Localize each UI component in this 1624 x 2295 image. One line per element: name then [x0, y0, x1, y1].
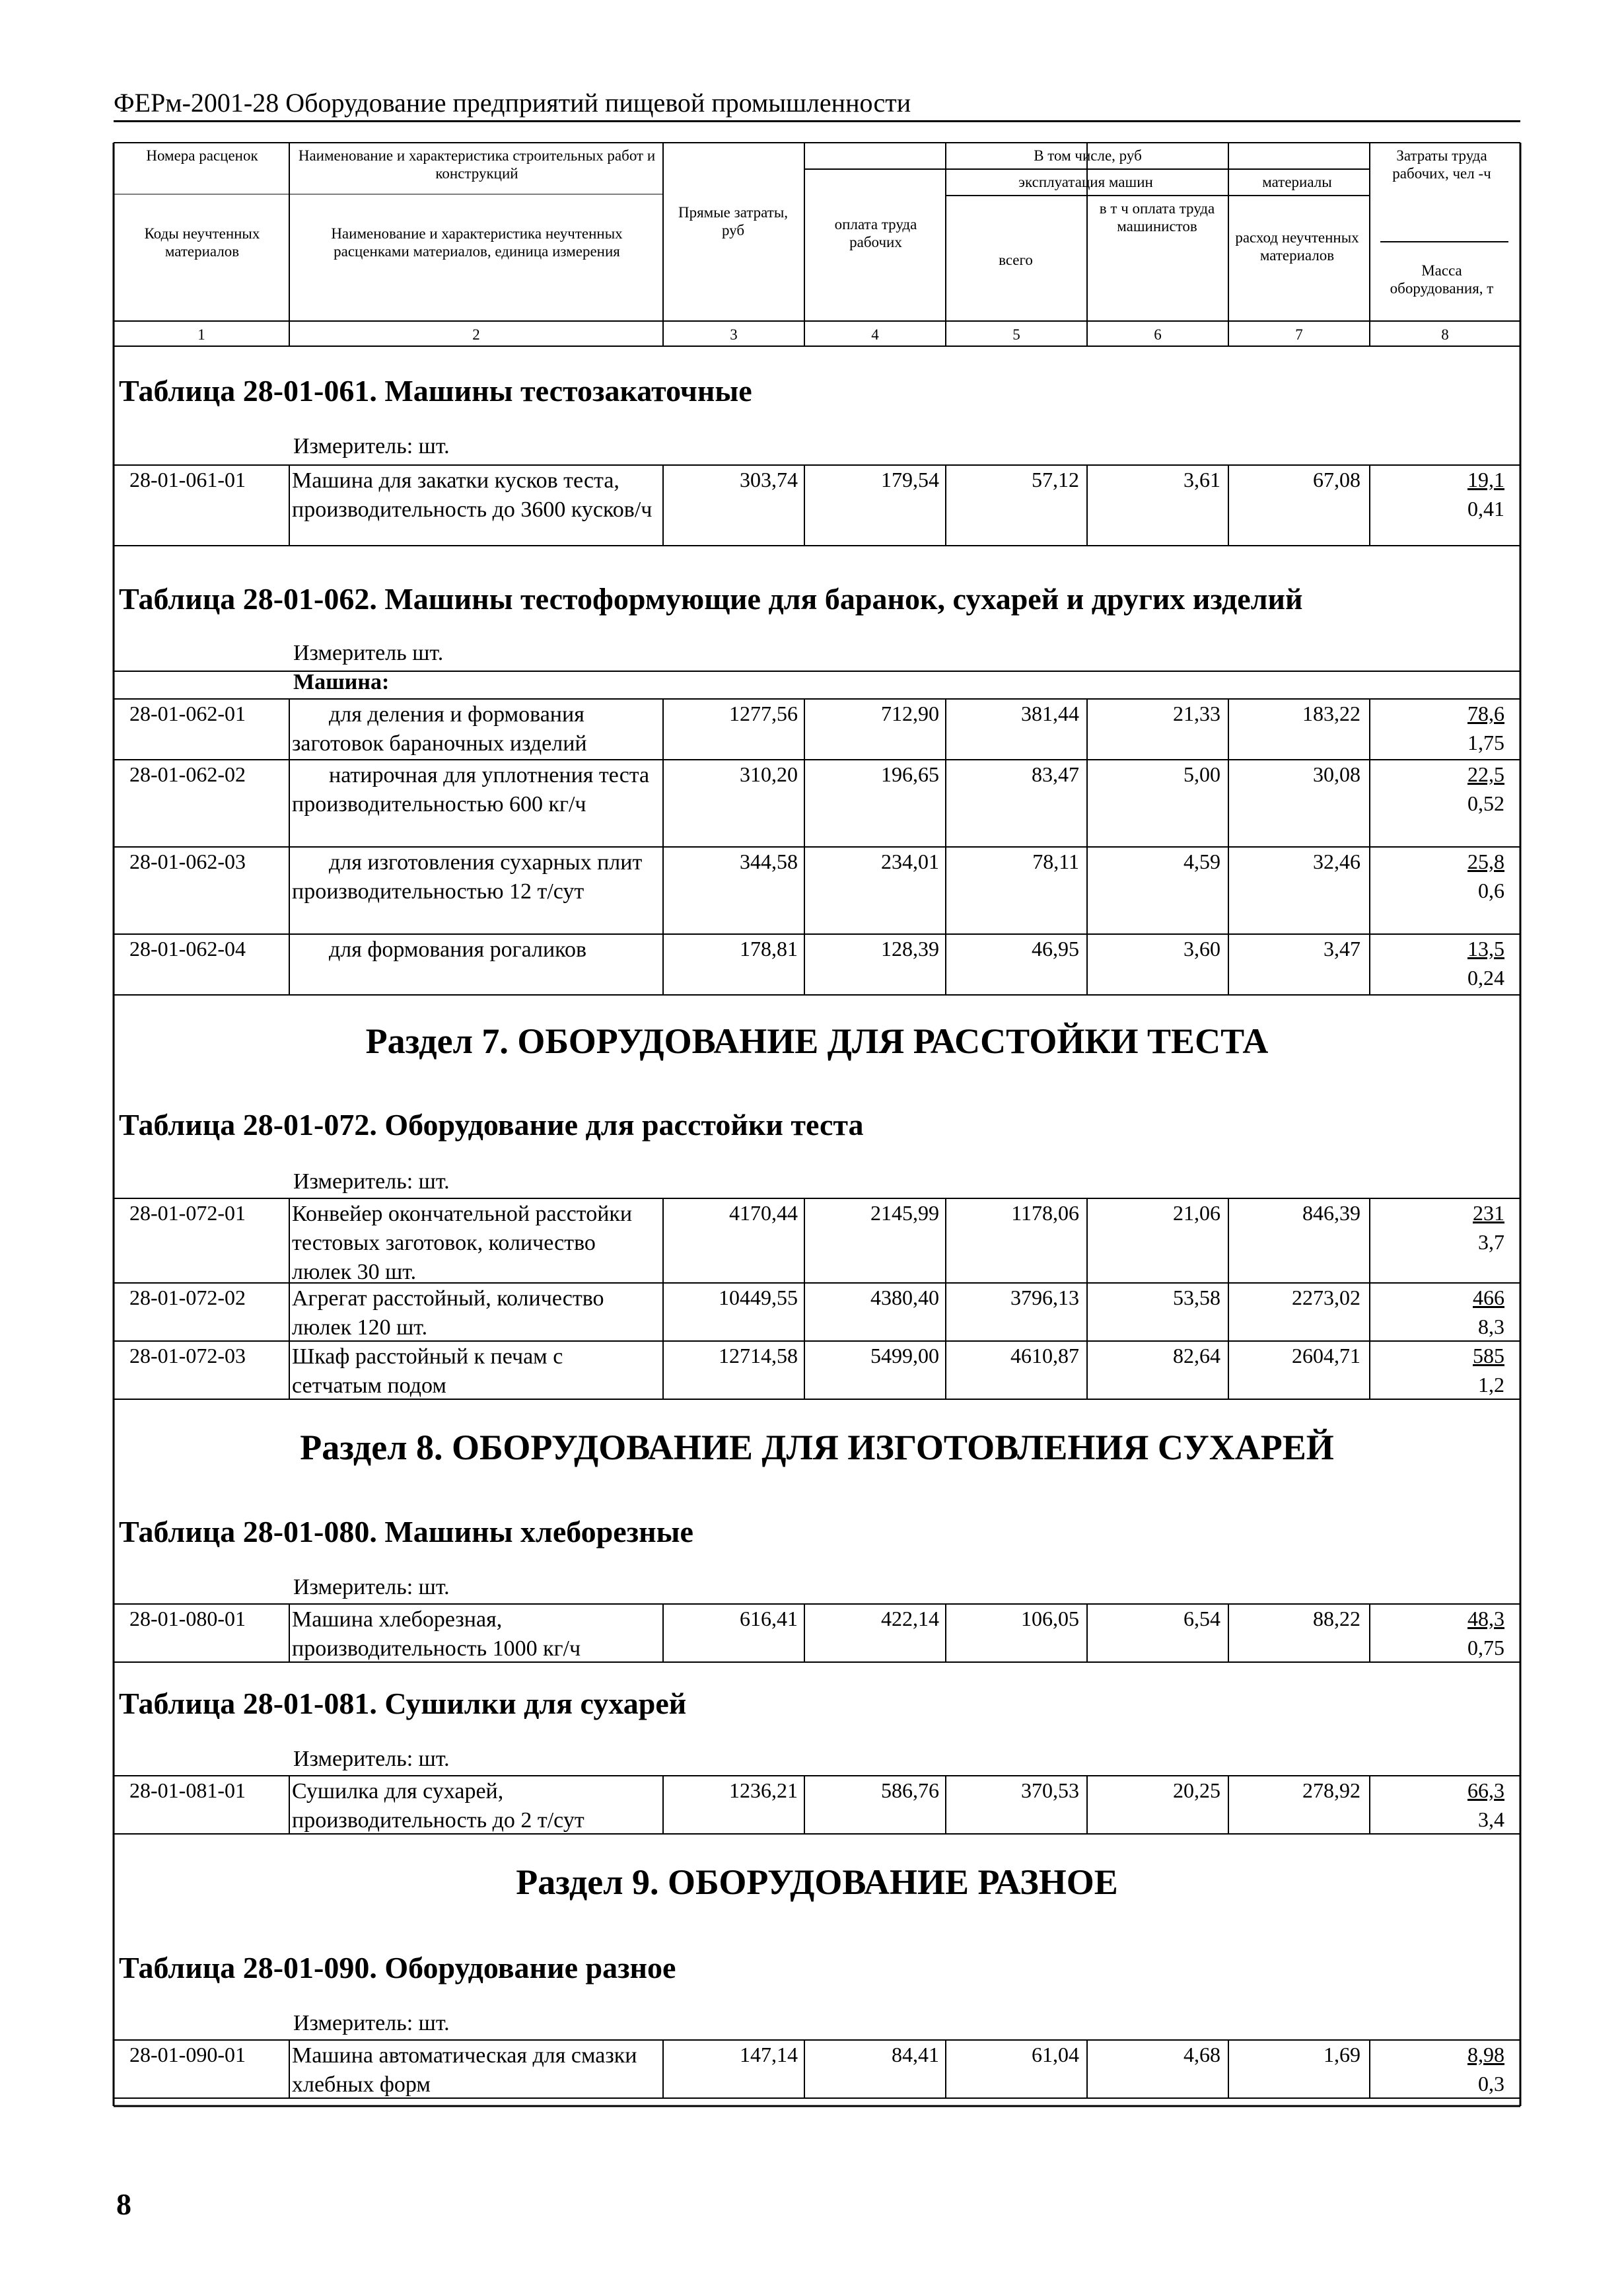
row-value-c6: 21,06 — [1173, 1201, 1220, 1225]
row-name: Сушилка для сухарей, производительность до 2 т/сут — [292, 1779, 584, 1833]
row-mass: 8,3 — [1478, 1315, 1504, 1338]
row-value-c4: 84,41 — [892, 2043, 939, 2066]
row-value-c4: 234,01 — [881, 850, 939, 873]
row-value-c3: 616,41 — [740, 1607, 798, 1630]
row-labor: 13,5 — [1467, 937, 1504, 961]
header-machines-group: эксплуатация машин — [1018, 174, 1153, 190]
header-materials-group: материалы — [1262, 174, 1332, 190]
row-labor: 19,1 — [1467, 468, 1504, 492]
row-labor: 8,98 — [1467, 2043, 1504, 2066]
row-value-c3: 1277,56 — [729, 702, 798, 725]
header-col1-bottom: Коды неучтенных материалов — [144, 225, 260, 260]
row-value-c5: 83,47 — [1032, 762, 1079, 786]
column-number: 8 — [1441, 326, 1449, 343]
row-value-c5: 106,05 — [1021, 1607, 1079, 1630]
table-title: Таблица 28-01-062. Машины тестоформующие для баранок, сухарей и других изделий — [119, 582, 1303, 616]
row-value-c7: 30,08 — [1313, 762, 1360, 786]
row-value-c5: 61,04 — [1032, 2043, 1079, 2066]
header-col3: Прямые затраты, руб — [678, 204, 789, 238]
table-title: Таблица 28-01-081. Сушилки для сухарей — [119, 1687, 687, 1720]
header-col5: всего — [999, 252, 1033, 268]
column-number: 4 — [871, 326, 879, 343]
row-name: для изготовления сухарных плит производительностью 12 т/сут — [292, 850, 643, 904]
row-value-c7: 3,47 — [1324, 937, 1360, 961]
table-title: Таблица 28-01-061. Машины тестозакаточные — [119, 374, 752, 408]
header-col2-top: Наименование и характеристика строительных работ и конструкций — [298, 147, 656, 182]
row-code: 28-01-072-02 — [129, 1286, 246, 1309]
row-code: 28-01-072-03 — [129, 1344, 246, 1367]
header-col8-top: Затраты труда рабочих, чел -ч — [1392, 147, 1491, 182]
row-code: 28-01-080-01 — [129, 1607, 246, 1630]
row-value-c3: 12714,58 — [719, 1344, 798, 1367]
row-value-c3: 4170,44 — [729, 1201, 798, 1225]
row-value-c7: 88,22 — [1313, 1607, 1360, 1630]
row-value-c3: 303,74 — [740, 468, 798, 492]
row-value-c7: 846,39 — [1302, 1201, 1360, 1225]
row-mass: 0,6 — [1478, 879, 1504, 902]
row-value-c6: 3,60 — [1183, 937, 1220, 961]
header-col1-top: Номера расценок — [146, 147, 258, 164]
row-value-c3: 147,14 — [740, 2043, 798, 2066]
row-code: 28-01-062-04 — [129, 937, 246, 961]
row-value-c5: 57,12 — [1032, 468, 1079, 492]
header-col4: оплата труда рабочих — [834, 216, 917, 250]
measure-unit: Измеритель: шт. — [293, 1169, 450, 1194]
row-value-c5: 1178,06 — [1011, 1201, 1079, 1225]
row-value-c7: 67,08 — [1313, 468, 1360, 492]
row-labor: 22,5 — [1467, 762, 1504, 786]
row-name: Машина автоматическая для смазки хлебных форм — [292, 2043, 637, 2097]
row-value-c6: 21,33 — [1173, 702, 1220, 725]
row-labor: 66,3 — [1467, 1778, 1504, 1802]
row-mass: 0,41 — [1467, 497, 1504, 521]
row-labor: 466 — [1473, 1286, 1504, 1309]
row-labor: 585 — [1473, 1344, 1504, 1367]
row-value-c7: 183,22 — [1302, 702, 1360, 725]
table-title: Таблица 28-01-072. Оборудование для расстойки теста — [119, 1108, 864, 1142]
row-value-c3: 1236,21 — [729, 1778, 798, 1802]
row-code: 28-01-081-01 — [129, 1778, 246, 1802]
row-value-c6: 4,59 — [1183, 850, 1220, 873]
measure-unit: Измеритель: шт. — [293, 434, 450, 458]
section-title: Раздел 8. ОБОРУДОВАНИЕ ДЛЯ ИЗГОТОВЛЕНИЯ СУХАРЕЙ — [300, 1428, 1334, 1467]
row-mass: 0,75 — [1467, 1636, 1504, 1659]
row-code: 28-01-062-03 — [129, 850, 246, 873]
row-value-c6: 82,64 — [1173, 1344, 1220, 1367]
page-number: 8 — [116, 2187, 131, 2221]
row-code: 28-01-062-02 — [129, 762, 246, 786]
row-name: натирочная для уплотнения теста производительностью 600 кг/ч — [292, 763, 650, 817]
row-mass: 1,2 — [1478, 1373, 1504, 1397]
row-value-c6: 20,25 — [1173, 1778, 1220, 1802]
row-name: Конвейер окончательной расстойки тестовых заготовок, количество люлек 30 шт. — [292, 1202, 633, 1284]
row-code: 28-01-072-01 — [129, 1201, 246, 1225]
row-value-c5: 3796,13 — [1010, 1286, 1079, 1309]
header-col2-bottom: Наименование и характеристика неучтенных расценками материалов, единица измерения — [331, 225, 623, 260]
row-value-c5: 46,95 — [1032, 937, 1079, 961]
row-mass: 3,7 — [1478, 1230, 1504, 1254]
row-value-c4: 4380,40 — [870, 1286, 939, 1309]
row-value-c6: 6,54 — [1183, 1607, 1220, 1630]
row-value-c5: 381,44 — [1021, 702, 1079, 725]
table-title: Таблица 28-01-080. Машины хлеборезные — [119, 1515, 693, 1548]
row-value-c6: 5,00 — [1183, 762, 1220, 786]
column-number: 3 — [730, 326, 738, 343]
header-group: В том числе, руб — [1034, 147, 1142, 164]
row-labor: 25,8 — [1467, 850, 1504, 873]
row-name: Машина хлеборезная, производительность 1000 кг/ч — [292, 1607, 581, 1661]
row-value-c5: 78,11 — [1032, 850, 1079, 873]
row-value-c4: 128,39 — [881, 937, 939, 961]
row-value-c7: 2273,02 — [1292, 1286, 1360, 1309]
table-title: Таблица 28-01-090. Оборудование разное — [119, 1951, 676, 1985]
row-value-c4: 586,76 — [881, 1778, 939, 1802]
row-name: Агрегат расстойный, количество люлек 120 шт. — [292, 1286, 604, 1340]
row-value-c4: 196,65 — [881, 762, 939, 786]
row-code: 28-01-090-01 — [129, 2043, 246, 2066]
row-value-c3: 344,58 — [740, 850, 798, 873]
row-name: Машина для закатки кусков теста, производительность до 3600 кусков/ч — [292, 468, 653, 522]
row-value-c6: 53,58 — [1173, 1286, 1220, 1309]
row-code: 28-01-062-01 — [129, 702, 246, 725]
section-title: Раздел 7. ОБОРУДОВАНИЕ ДЛЯ РАССТОЙКИ ТЕСТА — [365, 1021, 1269, 1061]
row-code: 28-01-061-01 — [129, 468, 246, 492]
row-labor: 78,6 — [1467, 702, 1504, 725]
measure-unit: Измеритель: шт. — [293, 1747, 450, 1771]
row-value-c7: 278,92 — [1302, 1778, 1360, 1802]
row-mass: 0,24 — [1467, 966, 1504, 990]
row-value-c4: 5499,00 — [870, 1344, 939, 1367]
measure-unit: Измеритель шт. — [293, 641, 444, 665]
row-labor: 231 — [1473, 1201, 1504, 1225]
row-value-c5: 370,53 — [1021, 1778, 1079, 1802]
row-mass: 0,52 — [1467, 791, 1504, 815]
row-value-c3: 10449,55 — [719, 1286, 798, 1309]
row-value-c7: 32,46 — [1313, 850, 1360, 873]
row-mass: 1,75 — [1467, 731, 1504, 754]
header-col7: расход неучтенных материалов — [1235, 229, 1359, 264]
row-value-c7: 1,69 — [1324, 2043, 1360, 2066]
page-header: ФЕРм-2001-28 Оборудование предприятий пищевой промышленности — [114, 87, 1520, 122]
row-value-c3: 310,20 — [740, 762, 798, 786]
row-name: для деления и формования заготовок бараночных изделий — [292, 702, 587, 756]
row-value-c3: 178,81 — [740, 937, 798, 961]
row-labor: 48,3 — [1467, 1607, 1504, 1630]
row-value-c6: 4,68 — [1183, 2043, 1220, 2066]
row-name: Шкаф расстойный к печам с сетчатым подом — [292, 1344, 563, 1398]
row-value-c4: 422,14 — [881, 1607, 939, 1630]
row-name: для формования рогаликов — [329, 937, 587, 962]
section-title: Раздел 9. ОБОРУДОВАНИЕ РАЗНОЕ — [516, 1862, 1118, 1902]
column-number: 5 — [1012, 326, 1020, 343]
measure-unit: Измеритель: шт. — [293, 2011, 450, 2035]
column-number: 1 — [197, 326, 205, 343]
row-value-c4: 712,90 — [881, 702, 939, 725]
row-value-c4: 2145,99 — [870, 1201, 939, 1225]
measure-unit: Измеритель: шт. — [293, 1575, 450, 1599]
row-mass: 3,4 — [1478, 1807, 1504, 1831]
header-col6: в т ч оплата труда машинистов — [1099, 200, 1215, 235]
column-number: 2 — [472, 326, 480, 343]
subheader: Машина: — [293, 670, 390, 694]
row-mass: 0,3 — [1478, 2072, 1504, 2095]
column-number: 6 — [1154, 326, 1162, 343]
row-value-c4: 179,54 — [881, 468, 939, 492]
column-number: 7 — [1295, 326, 1303, 343]
header-col8-bottom: Масса оборудования, т — [1390, 262, 1494, 297]
row-value-c5: 4610,87 — [1010, 1344, 1079, 1367]
row-value-c7: 2604,71 — [1292, 1344, 1360, 1367]
row-value-c6: 3,61 — [1183, 468, 1220, 492]
